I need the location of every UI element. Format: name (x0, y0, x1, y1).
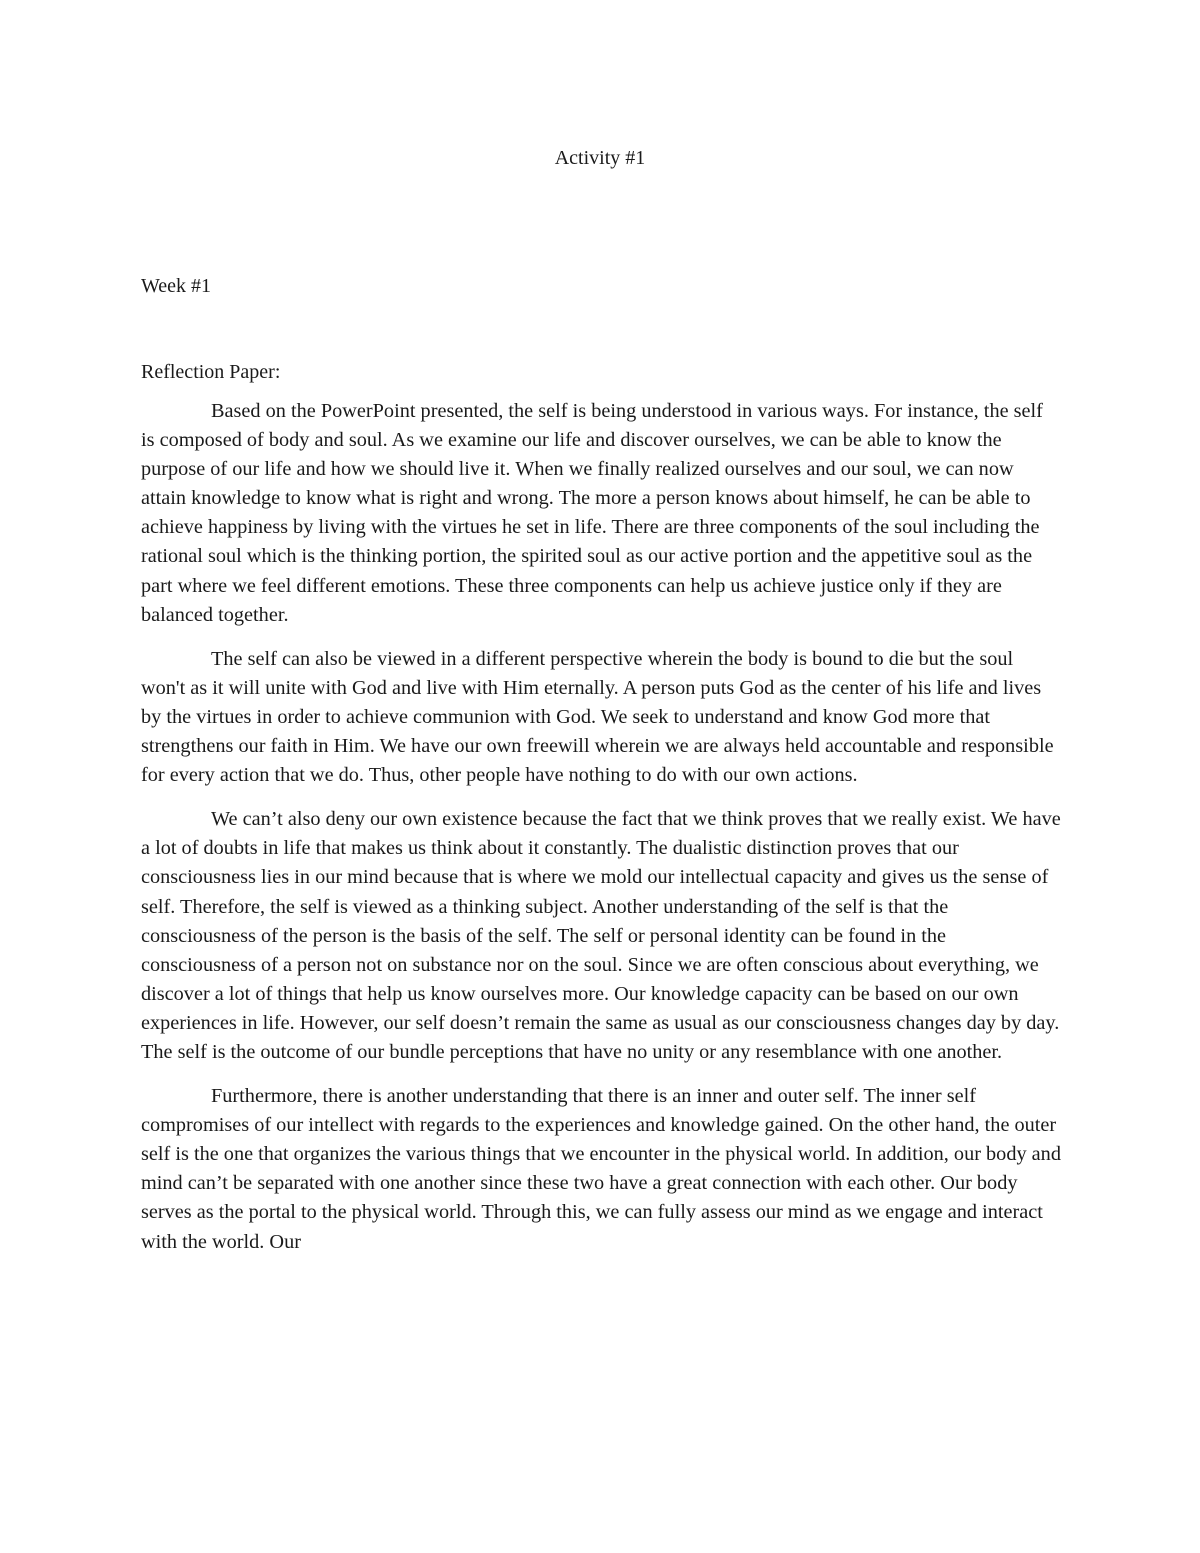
paragraph: We can’t also deny our own existence because the fact that we think proves that we really exist. We have a lot of doubts in life that makes us think about it constantly. The dualistic distinction proves that our consciousness lies in our mind because that is where we mold our intellectual capacity and gives us the sense of self. Therefore, the self is viewed as a thinking subject. Another understanding of the self is that the consciousness of the person is the basis of the self. The self or personal identity can be found in the consciousness of a person not on substance nor on the soul. Since we are often conscious about everything, we discover a lot of things that help us know ourselves more. Our knowledge capacity can be based on our own experiences in life. However, our self doesn’t remain the same as usual as our consciousness changes day by day. The self is the outcome of our bundle perceptions that have no unity or any resemblance with one another. (141, 808, 1061, 1063)
section-label: Reflection Paper: (141, 361, 281, 383)
body-text (141, 397, 1061, 1272)
document-title: Activity #1 (554, 147, 646, 169)
paragraph: The self can also be viewed in a different perspective wherein the body is bound to die but the soul won't as it will unite with God and live with Him eternally. A person puts God as the center of his life and lives by the virtues in order to achieve communion with God. We seek to understand and know God more that strengthens our faith in Him. We have our own freewill wherein we are always held accountable and responsible for every action that we do. Thus, other people have nothing to do with our own actions. (141, 647, 1054, 787)
paragraph: Based on the PowerPoint presented, the self is being understood in various ways. For instance, the self is composed of body and soul. As we examine our life and discover ourselves, we can be able to know the purpose of our life and how we should live it. When we finally realized ourselves and our soul, we can now attain knowledge to know what is right and wrong. The more a person knows about himself, he can be able to achieve happiness by living with the virtues he set in life. There are three components of the soul including the rational soul which is the thinking portion, the spirited soul as our active portion and the appetitive soul as the part where we feel different emotions. These three components can help us achieve justice only if they are balanced together. (141, 400, 1043, 626)
paragraph: Furthermore, there is another understanding that there is an inner and outer self. The inner self compromises of our intellect with regards to the experiences and knowledge gained. On the other hand, the outer self is the one that organizes the various things that we encounter in the physical world. In addition, our body and mind can’t be separated with one another since these two have a great connection with each other. Our body serves as the portal to the physical world. Through this, we can fully assess our mind as we engage and interact with the world. Our (141, 1085, 1061, 1253)
week-heading: Week #1 (141, 275, 212, 297)
